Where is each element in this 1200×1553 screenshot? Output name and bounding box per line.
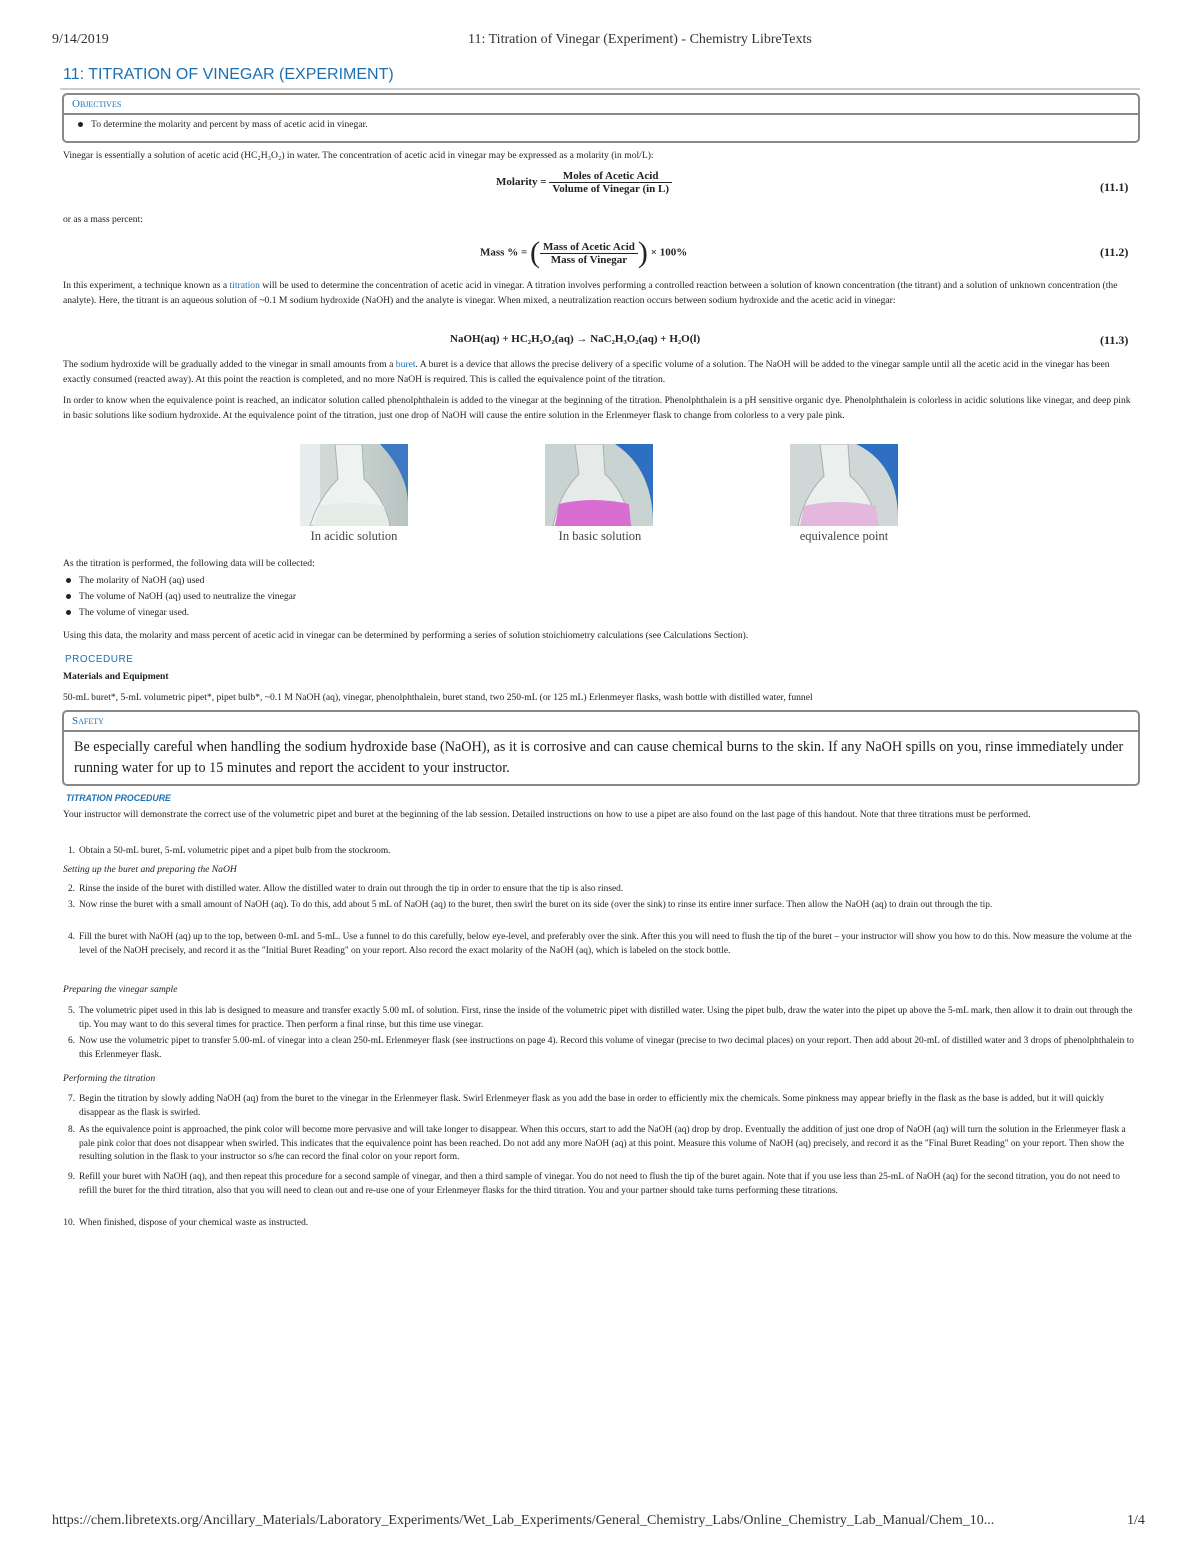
list-item: The volume of vinegar used. [66, 605, 189, 620]
equation-number-11-1: (11.1) [1100, 180, 1129, 194]
equivalence-flask-photo [790, 444, 898, 526]
photo-caption-basic: In basic solution [558, 529, 642, 543]
page-title: 11: TITRATION OF VINEGAR (EXPERIMENT) [63, 66, 394, 83]
titration-intro: Your instructor will demonstrate the correct use of the volumetric pipet and buret at the beginning of the lab session. Detailed instructions on how to use a pipet are also found on the last page of this handout. Note that three titrations must be performed. [63, 809, 1031, 820]
bullet-icon [66, 610, 71, 615]
step-2: 2. Rinse the inside of the buret with distilled water. Allow the distilled water to drain out through the tip in order to ensure that the tip is also rinsed. [67, 884, 624, 894]
footer-page-number: 1/4 [1127, 1513, 1145, 1528]
step-6: 6. Now use the volumetric pipet to transfer 5.00-mL of vinegar into a clean 250-mL Erlenmeyer flask (see instructions on page 4). Record this volume of vinegar (precise to two decimal places) on your report. Then add about 20-mL of distilled water and 3 drops of phenolphthalein to this Erlenmeyer flask. [67, 1036, 1134, 1060]
materials-list: 50-mL buret*, 5-mL volumetric pipet*, pipet bulb*, ~0.1 M NaOH (aq), vinegar, phenolphthalein, buret stand, two 250-mL (or 125 mL) Erlenmeyer flasks, wash bottle with distilled water, funnel [63, 692, 813, 703]
data-collected-intro: As the titration is performed, the following data will be collected: [63, 558, 315, 569]
equation-number-11-3: (11.3) [1100, 333, 1129, 347]
step-9: 9. Refill your buret with NaOH (aq), and then repeat this procedure for a second sample of vinegar, and then a third sample of vinegar. You do not need to flush the tip of the buret again. Note that if you use less than 25-mL of NaOH (aq) for the second titration, you do not need to refill the buret for the third titration, also that you will need to clean out and re-use one of your Erlenmeyer flasks for the third titration. You and your partner should take turns performing these titrations. [67, 1172, 1120, 1196]
photo-caption-equivalence: equivalence point [799, 529, 889, 543]
safety-text: Be especially careful when handling the sodium hydroxide base (NaOH), as it is corrosive and can cause chemical burns to the skin. If any NaOH spills on you, rinse immediately under running water for up to 15 minutes and report the accident to your instructor. [74, 739, 1124, 776]
procedure-heading: PROCEDURE [65, 654, 134, 665]
materials-heading: Materials and Equipment [63, 671, 169, 682]
objectives-label: Objectives [64, 95, 1138, 115]
step-8: 8. As the equivalence point is approached, the pink color will become more pervasive and will take longer to disappear. When this occurs, start to add the NaOH (aq) drop by drop. Eventually the addition of just one drop of NaOH (aq) will turn the solution in the Erlenmeyer flask a pale pink color that does not disappear when swirled. This indicates that the equivalence point has been reached. Do not add any more NaOH (aq) at this point. Measure this volume of NaOH (aq) precisely, and record it as the "Final Buret Reading" on your report. Then show the resulting solution in the flask to your instructor so s/he can record the final color on your report form. [67, 1125, 1126, 1163]
list-item: The molarity of NaOH (aq) used [66, 573, 204, 588]
bullet-icon [78, 122, 83, 127]
mass-percent-equation: Mass % = ( $\frac{\text{Mass of Acetic Acid}}{\text{Mass of Vinegar}}$ ) × 100% [480, 236, 688, 269]
document-title: 11: Titration of Vinegar (Experiment) - Chemistry LibreTexts [468, 32, 812, 47]
acidic-flask-photo [300, 444, 408, 526]
subheading-setup: Setting up the buret and preparing the NaOH [63, 864, 237, 875]
neutralization-equation: NaOH(aq) + HC₂H₃O₂(aq) → NaC₂H₃O₂(aq) + H₂O(l) [450, 333, 701, 345]
step-4: 4. Fill the buret with NaOH (aq) up to the top, between 0-mL and 5-mL. Use a funnel to do this carefully, below eye-level, and preferably over the sink. After this you will need to flush the tip of the buret – your instructor will show you how to do this. Now measure the volume at the level of the NaOH precisely, and record it as the "Initial Buret Reading" on your report. Also record the exact molarity of the NaOH (aq), which is labeled on the stock bottle. [67, 932, 1132, 956]
molarity-equation: Molarity = $\frac{\text{Moles of Acetic Acid}}{\text{Volume of Vinegar (in L)}}$ [496, 170, 672, 195]
title-divider [60, 88, 1140, 90]
basic-flask-photo [545, 444, 653, 526]
objectives-box [62, 93, 1140, 143]
titration-link[interactable]: titration [229, 280, 260, 291]
step-5: 5. The volumetric pipet used in this lab is designed to measure and transfer exactly 5.00 mL of solution. First, rinse the inside of the volumetric pipet with distilled water. Using the pipet bulb, draw the water into the pipet up above the 5-mL mark, then allow it to drain out through the tip. You may want to do this several times for practice. Then perform a final rinse, but this time use vinegar. [67, 1006, 1133, 1030]
buret-paragraph: The sodium hydroxide will be gradually added to the vinegar in small amounts from a buret. A buret is a device that allows the precise delivery of a specific volume of a solution. The NaOH will be added to the vinegar sample until all the acetic acid in the vinegar has been exactly consumed (reacted away). At this point the reaction is completed, and no more NaOH is required. This is called the equivalence point of the titration. [63, 359, 1110, 385]
indicator-paragraph: In order to know when the equivalence point is reached, an indicator solution called phenolphthalein is added to the vinegar at the beginning of the titration. Phenolphthalein is a pH sensitive organic dye. Phenolphthalein is colorless in acidic solutions like vinegar, and deep pink in basic solutions like sodium hydroxide. At the equivalence point of the titration, just one drop of NaOH will cause the entire solution in the Erlenmeyer flask to change from colorless to a very pale pink. [63, 395, 1131, 421]
data-collected-outro: Using this data, the molarity and mass percent of acetic acid in vinegar can be determined by performing a series of solution stoichiometry calculations (see Calculations Section). [63, 630, 749, 641]
equation-number-11-2: (11.2) [1100, 245, 1129, 259]
objectives-item: To determine the molarity and percent by mass of acetic acid in vinegar. [64, 115, 1138, 130]
step-10: 10. When finished, dispose of your chemical waste as instructed. [63, 1218, 309, 1228]
safety-label: Safety [64, 712, 1138, 732]
print-date: 9/14/2019 [52, 32, 109, 47]
step-7: 7. Begin the titration by slowly adding NaOH (aq) from the buret to the vinegar in the Erlenmeyer flask. Swirl Erlenmeyer flask as you add the base in order to efficiently mix the chemicals. Some pinkness may appear briefly in the flask as the base is added, but it will quickly disappear as the flask is swirled. [67, 1094, 1105, 1118]
step-3: 3. Now rinse the buret with a small amount of NaOH (aq). To do this, add about 5 mL of NaOH (aq) to the buret, then swirl the buret on its side (over the sink) to rinse its entire inner surface. Then allow the NaOH (aq) to drain out through the tip. [67, 900, 993, 910]
list-item: The volume of NaOH (aq) used to neutralize the vinegar [66, 589, 296, 604]
bullet-icon [66, 578, 71, 583]
subheading-vinegar: Preparing the vinegar sample [63, 984, 178, 995]
vinegar-paragraph: Vinegar is essentially a solution of acetic acid (HC₂H₃O₂) in water. The concentration of acetic acid in vinegar may be expressed as a molarity (in mol/L): [63, 150, 654, 161]
titration-procedure-heading: TITRATION PROCEDURE [66, 793, 171, 803]
photo-caption-acidic: In acidic solution [310, 529, 398, 543]
safety-box [62, 710, 1140, 786]
titration-paragraph: In this experiment, a technique known as a titration will be used to determine the concentration of acetic acid in vinegar. A titration involves performing a controlled reaction between a solution of known concentration (the titrant) and a solution of unknown concentration (the analyte). Here, the titrant is an aqueous solution of ~0.1 M sodium hydroxide (NaOH) and the analyte is vinegar. When mixed, a neutralization reaction occurs between sodium hydroxide and the acetic acid in vinegar: [63, 280, 1118, 306]
mass-percent-intro: or as a mass percent: [63, 214, 143, 225]
bullet-icon [66, 594, 71, 599]
footer-url: https://chem.libretexts.org/Ancillary_Materials/Laboratory_Experiments/Wet_Lab_Experiments/General_Chemistry_Labs/Online_Chemistry_Lab_Manual/Chem_10... [52, 1513, 995, 1528]
step-1: 1. Obtain a 50-mL buret, 5-mL volumetric pipet and a pipet bulb from the stockroom. [67, 846, 391, 856]
buret-link[interactable]: buret [395, 359, 416, 370]
subheading-titration: Performing the titration [63, 1073, 156, 1084]
